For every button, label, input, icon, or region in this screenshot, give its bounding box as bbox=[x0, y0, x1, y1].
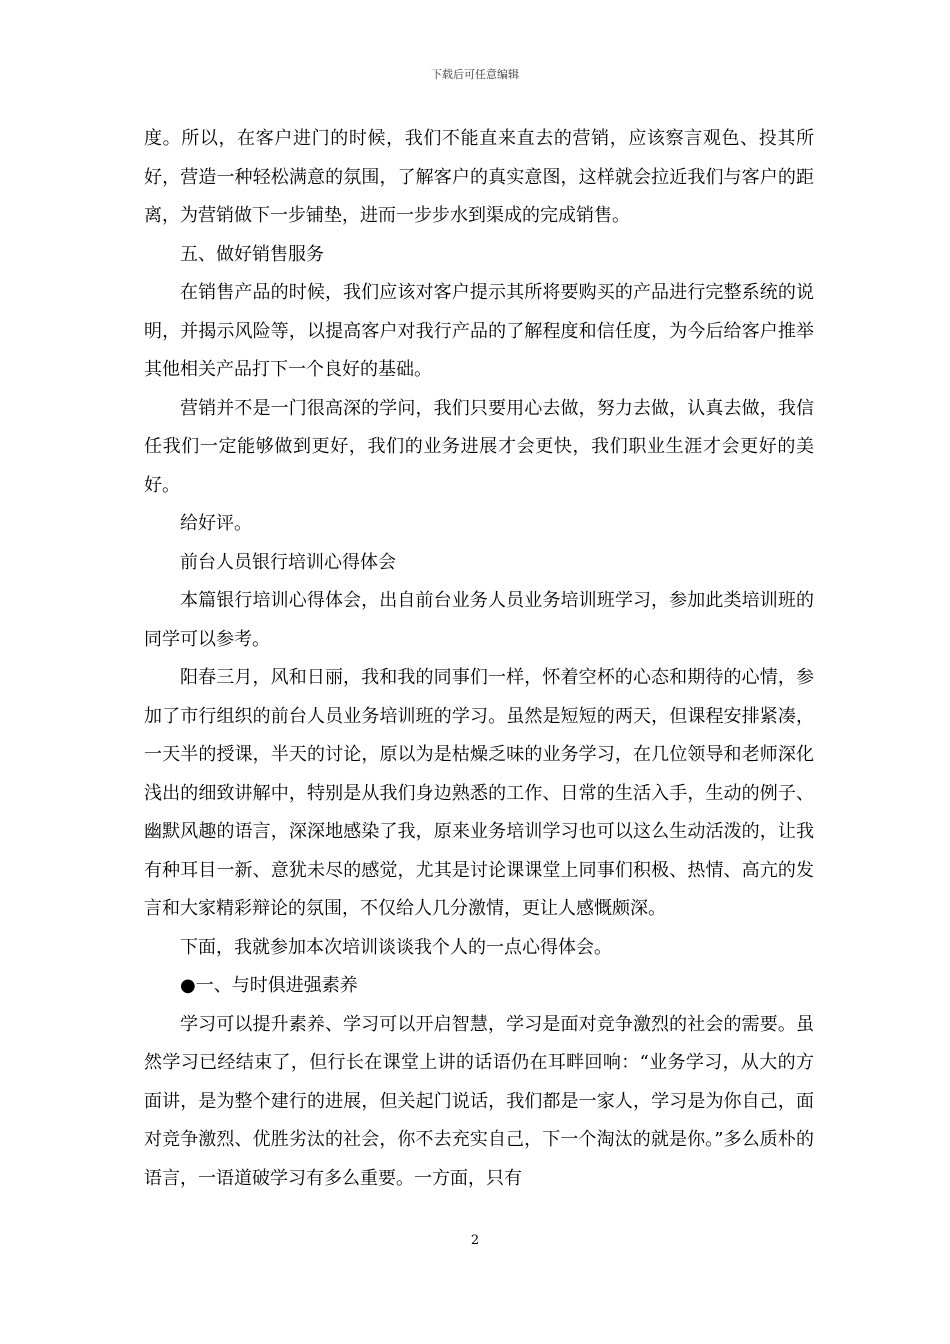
paragraph: 度。所以，在客户进门的时候，我们不能直来直去的营销，应该察言观色、投其所好，营造一种轻松满意的氛围，了解客户的真实意图，这样就会拉近我们与客户的距离，为营销做下一步铺垫，进而一步步水到渠成的完成销售。 bbox=[144, 128, 814, 226]
section-heading: 五、做好销售服务 bbox=[180, 243, 324, 265]
paragraph: 下面，我就参加本次培训谈谈我个人的一点心得体会。 bbox=[180, 936, 612, 958]
paragraph: 本篇银行培训心得体会，出自前台业务人员业务培训班学习，参加此类培训班的同学可以参考。 bbox=[144, 590, 814, 650]
page-number: 2 bbox=[470, 1233, 480, 1248]
section-heading: ●一、与时俱进强素养 bbox=[180, 975, 358, 996]
paragraph: 营销并不是一门很高深的学问，我们只要用心去做，努力去做，认真去做，我信任我们一定能够做到更好，我们的业务进展才会更快，我们职业生涯才会更好的美好。 bbox=[144, 397, 814, 496]
paragraph: 学习可以提升素养、学习可以开启智慧，学习是面对竞争激烈的社会的需要。虽然学习已经结束了，但行长在课堂上讲的话语仍在耳畔回响：“业务学习，从大的方面讲，是为整个建行的进展，但关起门说话，我们都是一家人，学习是为你自己，面对竞争激烈、优胜劣汰的社会，你不去充实自己，下一个淘汰的就是你。”多么质朴的语言，一语道破学习有多么重要。一方面，只有 bbox=[144, 1013, 814, 1189]
page-header: 下载后可任意编辑 bbox=[431, 68, 519, 81]
paragraph: 给好评。 bbox=[180, 513, 252, 534]
paragraph: 阳春三月，风和日丽，我和我的同事们一样，怀着空杯的心态和期待的心情，参加了市行组织的前台人员业务培训班的学习。虽然是短短的两天，但课程安排紧凑，一天半的授课，半天的讨论，原以为是枯燥乏味的业务学习，在几位领导和老师深化浅出的细致讲解中，特别是从我们身边熟悉的工作、日常的生活入手，生动的例子、幽默风趣的语言，深深地感染了我，原来业务培训学习也可以这么生动活泼的，让我有种耳目一新、意犹未尽的感觉，尤其是讨论课课堂上同事们积极、热情、高亢的发言和大家精彩辩论的氛围，不仅给人几分激情，更让人感慨颇深。 bbox=[144, 667, 814, 919]
paragraph: 在销售产品的时候，我们应该对客户提示其所将要购买的产品进行完整系统的说明，并揭示风险等，以提高客户对我行产品的了解程度和信任度，为今后给客户推举其他相关产品打下一个良好的基础。 bbox=[144, 282, 814, 380]
document-body bbox=[144, 120, 814, 1198]
article-title: 前台人员银行培训心得体会 bbox=[180, 551, 396, 573]
